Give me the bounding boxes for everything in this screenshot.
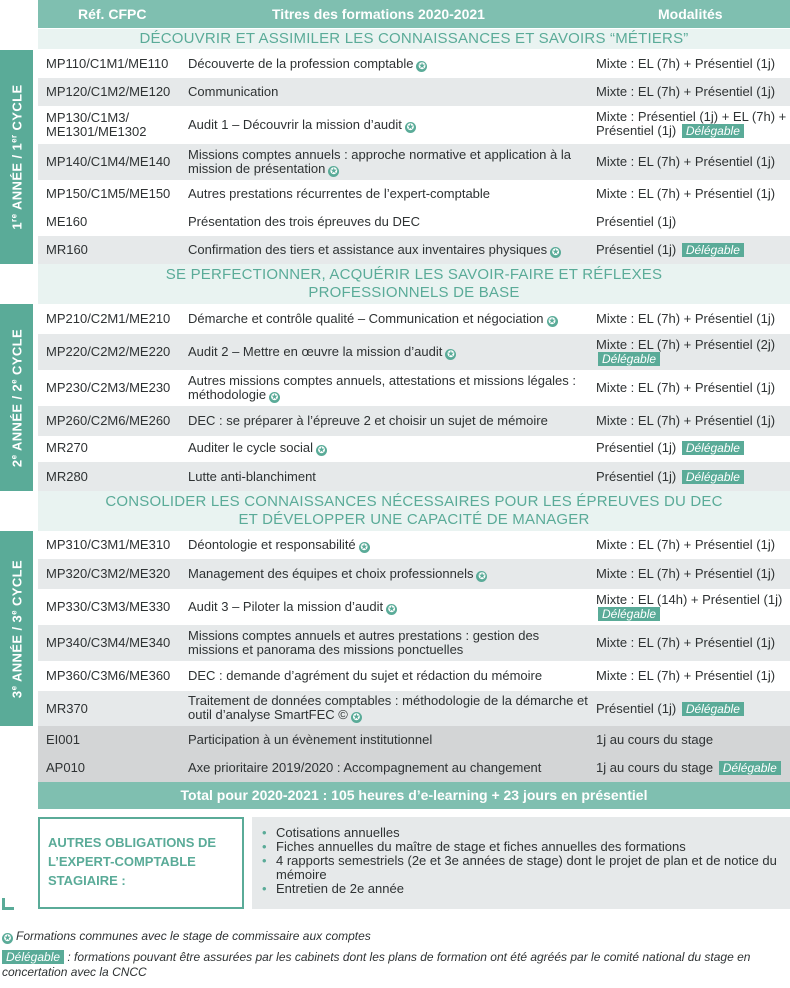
row-title-cell [188,559,588,589]
delegable-badge: Délégable [682,441,744,455]
row-modalite: Mixte : EL (7h) + Présentiel (1j) [596,56,776,71]
row-title: Présentation des trois épreuves du DEC [188,214,420,229]
table-row [38,589,790,625]
row-modalite-cell [596,208,790,236]
row-ref: MP210/C2M1/ME210 [46,311,171,326]
row-title-cell [188,370,588,406]
obligations-title-box [38,817,244,909]
obligation-item: • Fiches annuelles du maître de stage et fiches annuelles des formations [262,840,780,854]
delegable-badge: Délégable [682,702,744,716]
row-modalite-cell [596,406,790,436]
table-row [38,531,790,559]
row-title-cell [188,50,588,78]
row-modalite-cell [596,304,790,334]
row-title-cell [188,208,588,236]
row-title-cell [188,661,588,691]
row-modalite: Mixte : EL (7h) + Présentiel (1j) [596,635,776,650]
star-icon: ✪ [317,444,326,455]
row-modalite-cell [596,236,790,264]
row-title-cell [188,406,588,436]
row-ref: MR370 [46,700,88,716]
row-modalite: Présentiel (1j) [596,440,677,455]
corner-mark-top [2,50,14,62]
row-title: Axe prioritaire 2019/2020 : Accompagnement au changement [188,760,542,775]
row-ref: MP260/C2M6/ME260 [46,413,171,428]
row-modalite: Mixte : EL (7h) + Présentiel (1j) [596,566,776,581]
table-row [38,236,790,264]
row-title: Découverte de la profession comptable [188,55,414,71]
row-modalite: Mixte : EL (7h) + Présentiel (1j) [596,668,776,683]
row-title-cell [188,531,588,559]
obligations-list [252,817,790,909]
row-modalite: Mixte : EL (7h) + Présentiel (1j) [596,537,776,552]
table-row [38,370,790,406]
row-modalite: Mixte : EL (7h) + Présentiel (1j) [596,84,776,99]
star-icon: ✪ [418,60,426,71]
row-title-cell [188,625,588,661]
cycle-sidebar-2 [0,304,33,491]
row-ref: EI001 [46,732,80,747]
row-title: Missions comptes annuels et autres prestations : gestion des missions et panorama des missions ponctuelles [188,628,540,657]
row-title-cell [188,78,588,106]
row-ref: MP320/C3M2/ME320 [46,566,171,581]
delegable-badge: Délégable [682,124,744,138]
row-ref: MP140/C1M4/ME140 [46,154,171,169]
section-title-line: PROFESSIONNELS DE BASE [308,284,520,301]
row-modalite-cell [596,50,790,78]
row-modalite-cell [596,559,790,589]
row-ref: MP360/C3M6/ME360 [46,668,171,683]
row-modalite: Mixte : EL (7h) + Présentiel (1j) [596,413,776,428]
row-title-cell [188,754,588,782]
row-modalite: Mixte : EL (14h) + Présentiel (1j) [596,592,783,607]
row-modalite-cell [596,691,790,726]
row-title-cell [188,144,588,180]
column-header-ref: Réf. CFPC [78,6,147,22]
delegable-badge: Délégable [682,470,744,484]
obligations-title-line: L’EXPERT-COMPTABLE [48,854,196,869]
row-modalite-cell [596,144,790,180]
row-modalite-cell [596,334,790,370]
corner-mark-bottom [2,898,14,910]
row-ref: MP150/C1M5/ME150 [46,186,171,201]
row-modalite: Présentiel (1j) [596,214,677,229]
section-title-line: SE PERFECTIONNER, ACQUÉRIR LES SAVOIR-FAIRE ET RÉFLEXES [165,266,663,283]
footnote-star [2,929,371,944]
table-row [38,691,790,726]
row-title-cell [188,106,588,144]
row-title: Participation à un évènement institutionnel [188,732,433,747]
star-icon: ✪ [387,603,396,614]
row-title: Autres prestations récurrentes de l’expert-comptable [188,186,491,201]
row-modalite: Présentiel (1j) [596,242,677,257]
table-row [38,144,790,180]
table-row [38,559,790,589]
row-title: DEC : demande d’agrément du sujet et rédaction du mémoire [188,668,543,683]
row-title: Management des équipes et choix professionnels [188,565,474,581]
column-header-modalites: Modalités [658,6,723,22]
table-row [38,726,790,754]
section-header-3 [38,491,790,531]
row-title-cell [188,334,588,370]
cycle-sidebar-1 [0,50,33,264]
table-row [38,406,790,436]
star-icon: ✪ [447,348,455,359]
row-title: Missions comptes annuels : approche normative et application à la mission de présentation [188,146,571,176]
row-modalite: 1j au cours du stage [596,732,714,747]
cycle-label: 3e ANNÉE / 3e CYCLE [8,559,25,698]
row-ref: MP130/C1M3/ ME1301/ME1302 [46,110,147,139]
star-icon: ✪ [352,712,361,722]
row-title: Autres missions comptes annuels, attestations et missions légales : méthodologie [188,372,577,402]
footnote-star-text: Formations communes avec le stage de commissaire aux comptes [16,929,371,943]
row-modalite-cell [596,589,790,625]
table-row [38,434,790,462]
row-modalite-cell [596,106,790,144]
row-modalite-cell [596,726,790,754]
row-ref: MR270 [46,440,88,455]
table-row [38,625,790,661]
row-title: Lutte anti-blanchiment [188,468,316,484]
row-modalite-cell [596,625,790,661]
obligation-item: • 4 rapports semestriels (2e et 3e années de stage) dont le projet de plan et de notice du mémoire [262,854,780,882]
row-ref: MP120/C1M2/ME120 [46,84,171,99]
row-modalite-cell [596,531,790,559]
row-modalite-cell [596,661,790,691]
row-title: Communication [188,84,279,99]
star-icon: ✪ [551,246,560,257]
section-title-line: ET DÉVELOPPER UNE CAPACITÉ DE MANAGER [238,511,590,528]
row-modalite-cell [596,370,790,406]
obligations-title-line: AUTRES OBLIGATIONS DE [48,835,217,850]
total-bar: Total pour 2020-2021 : 105 heures d’e-learning + 23 jours en présentiel [38,782,790,809]
row-title: Audit 1 – Découvrir la mission d’audit [188,116,402,132]
row-title: Traitement de données comptables : méthodologie de la démarche et outil d’analyse SmartFEC © [188,693,588,722]
row-title: Audit 2 – Mettre en œuvre la mission d’audit [188,343,443,359]
row-title: DEC : se préparer à l’épreuve 2 et choisir un sujet de mémoire [188,413,548,428]
row-ref: MP310/C3M1/ME310 [46,537,171,552]
row-title-cell [188,726,588,754]
table-row [38,304,790,334]
row-modalite: Mixte : EL (7h) + Présentiel (1j) [596,311,776,326]
row-title: Audit 3 – Piloter la mission d’audit [188,598,384,614]
star-icon: ✪ [270,391,279,402]
cycle-sidebar-3 [0,531,33,726]
table-row [38,78,790,106]
row-title: Auditer le cycle social [188,439,313,455]
table-row [38,208,790,236]
row-modalite: Présentiel (1j) [596,468,677,484]
row-modalite: 1j au cours du stage [596,760,714,775]
row-modalite: Mixte : EL (7h) + Présentiel (1j) [596,154,776,169]
delegable-badge: Délégable [682,243,744,257]
star-icon: ✪ [478,570,486,581]
row-ref: MP340/C3M4/ME340 [46,635,171,650]
row-ref: ME160 [46,214,88,229]
table-row [38,334,790,370]
row-ref: MP220/C2M2/ME220 [46,344,171,359]
row-ref: AP010 [46,760,86,775]
column-header-title: Titres des formations 2020-2021 [272,6,485,22]
table-row [38,180,790,208]
table-row [38,754,790,782]
cycle-label: 2e ANNÉE / 2e CYCLE [8,328,25,467]
star-icon: ✪ [406,121,415,132]
section-header-2 [38,264,790,304]
row-title: Déontologie et responsabilité [188,536,356,552]
table-row [38,462,790,491]
row-modalite: Mixte : EL (7h) + Présentiel (1j) [596,186,776,201]
row-title-cell [188,691,588,726]
row-title-cell [188,304,588,334]
section-title-line: DÉCOUVRIR ET ASSIMILER LES CONNAISSANCES ET SAVOIRS “MÉTIERS” [139,30,689,47]
star-icon: ✪ [330,165,338,176]
table-row [38,50,790,78]
row-title-cell [188,434,588,462]
obligation-item: • Entretien de 2e année [262,882,780,896]
row-ref: MP110/C1M1/ME110 [46,56,169,71]
row-modalite: Mixte : Présentiel (1j) + EL (7h) + Présentiel (1j) [596,109,787,138]
row-ref: MR160 [46,242,88,257]
row-modalite-cell [596,434,790,462]
row-title-cell [188,236,588,264]
footnote-badge [2,950,788,980]
row-title-cell [188,589,588,625]
delegable-badge: Délégable [598,352,660,366]
cycle-label: 1re ANNÉE / 1er CYCLE [8,84,25,230]
delegable-badge: Délégable [598,607,660,621]
row-modalite-cell [596,754,790,782]
star-icon: ✪ [360,541,368,552]
obligations-title-line: STAGIAIRE : [48,873,126,888]
star-icon: ✪ [3,933,12,943]
star-icon: ✪ [548,315,556,326]
row-ref: MP230/C2M3/ME230 [46,380,171,395]
delegable-badge: Délégable [2,950,64,964]
row-title-cell [188,462,588,491]
row-title-cell [188,180,588,208]
row-modalite: Mixte : EL (7h) + Présentiel (1j) [596,380,776,395]
delegable-badge: Délégable [719,761,781,775]
section-header-1 [38,29,790,49]
row-modalite-cell [596,78,790,106]
row-modalite: Présentiel (1j) [596,700,677,716]
row-ref: MR280 [46,468,88,484]
row-ref: MP330/C3M3/ME330 [46,599,171,614]
obligation-item: • Cotisations annuelles [262,826,780,840]
table-header [38,0,790,28]
section-title-line: CONSOLIDER LES CONNAISSANCES NÉCESSAIRES POUR LES ÉPREUVES DU DEC [105,493,723,510]
row-modalite: Mixte : EL (7h) + Présentiel (2j) [596,337,776,352]
row-title: Démarche et contrôle qualité – Communication et négociation [188,310,544,326]
table-row [38,106,790,144]
row-title: Confirmation des tiers et assistance aux inventaires physiques [188,241,548,257]
table-row [38,661,790,691]
footnote-badge-text: : formations pouvant être assurées par les cabinets dont les plans de formation ont été agréés par le comité national du stage en concertation avec la CNCC [2,950,751,979]
row-modalite-cell [596,462,790,491]
row-modalite-cell [596,180,790,208]
